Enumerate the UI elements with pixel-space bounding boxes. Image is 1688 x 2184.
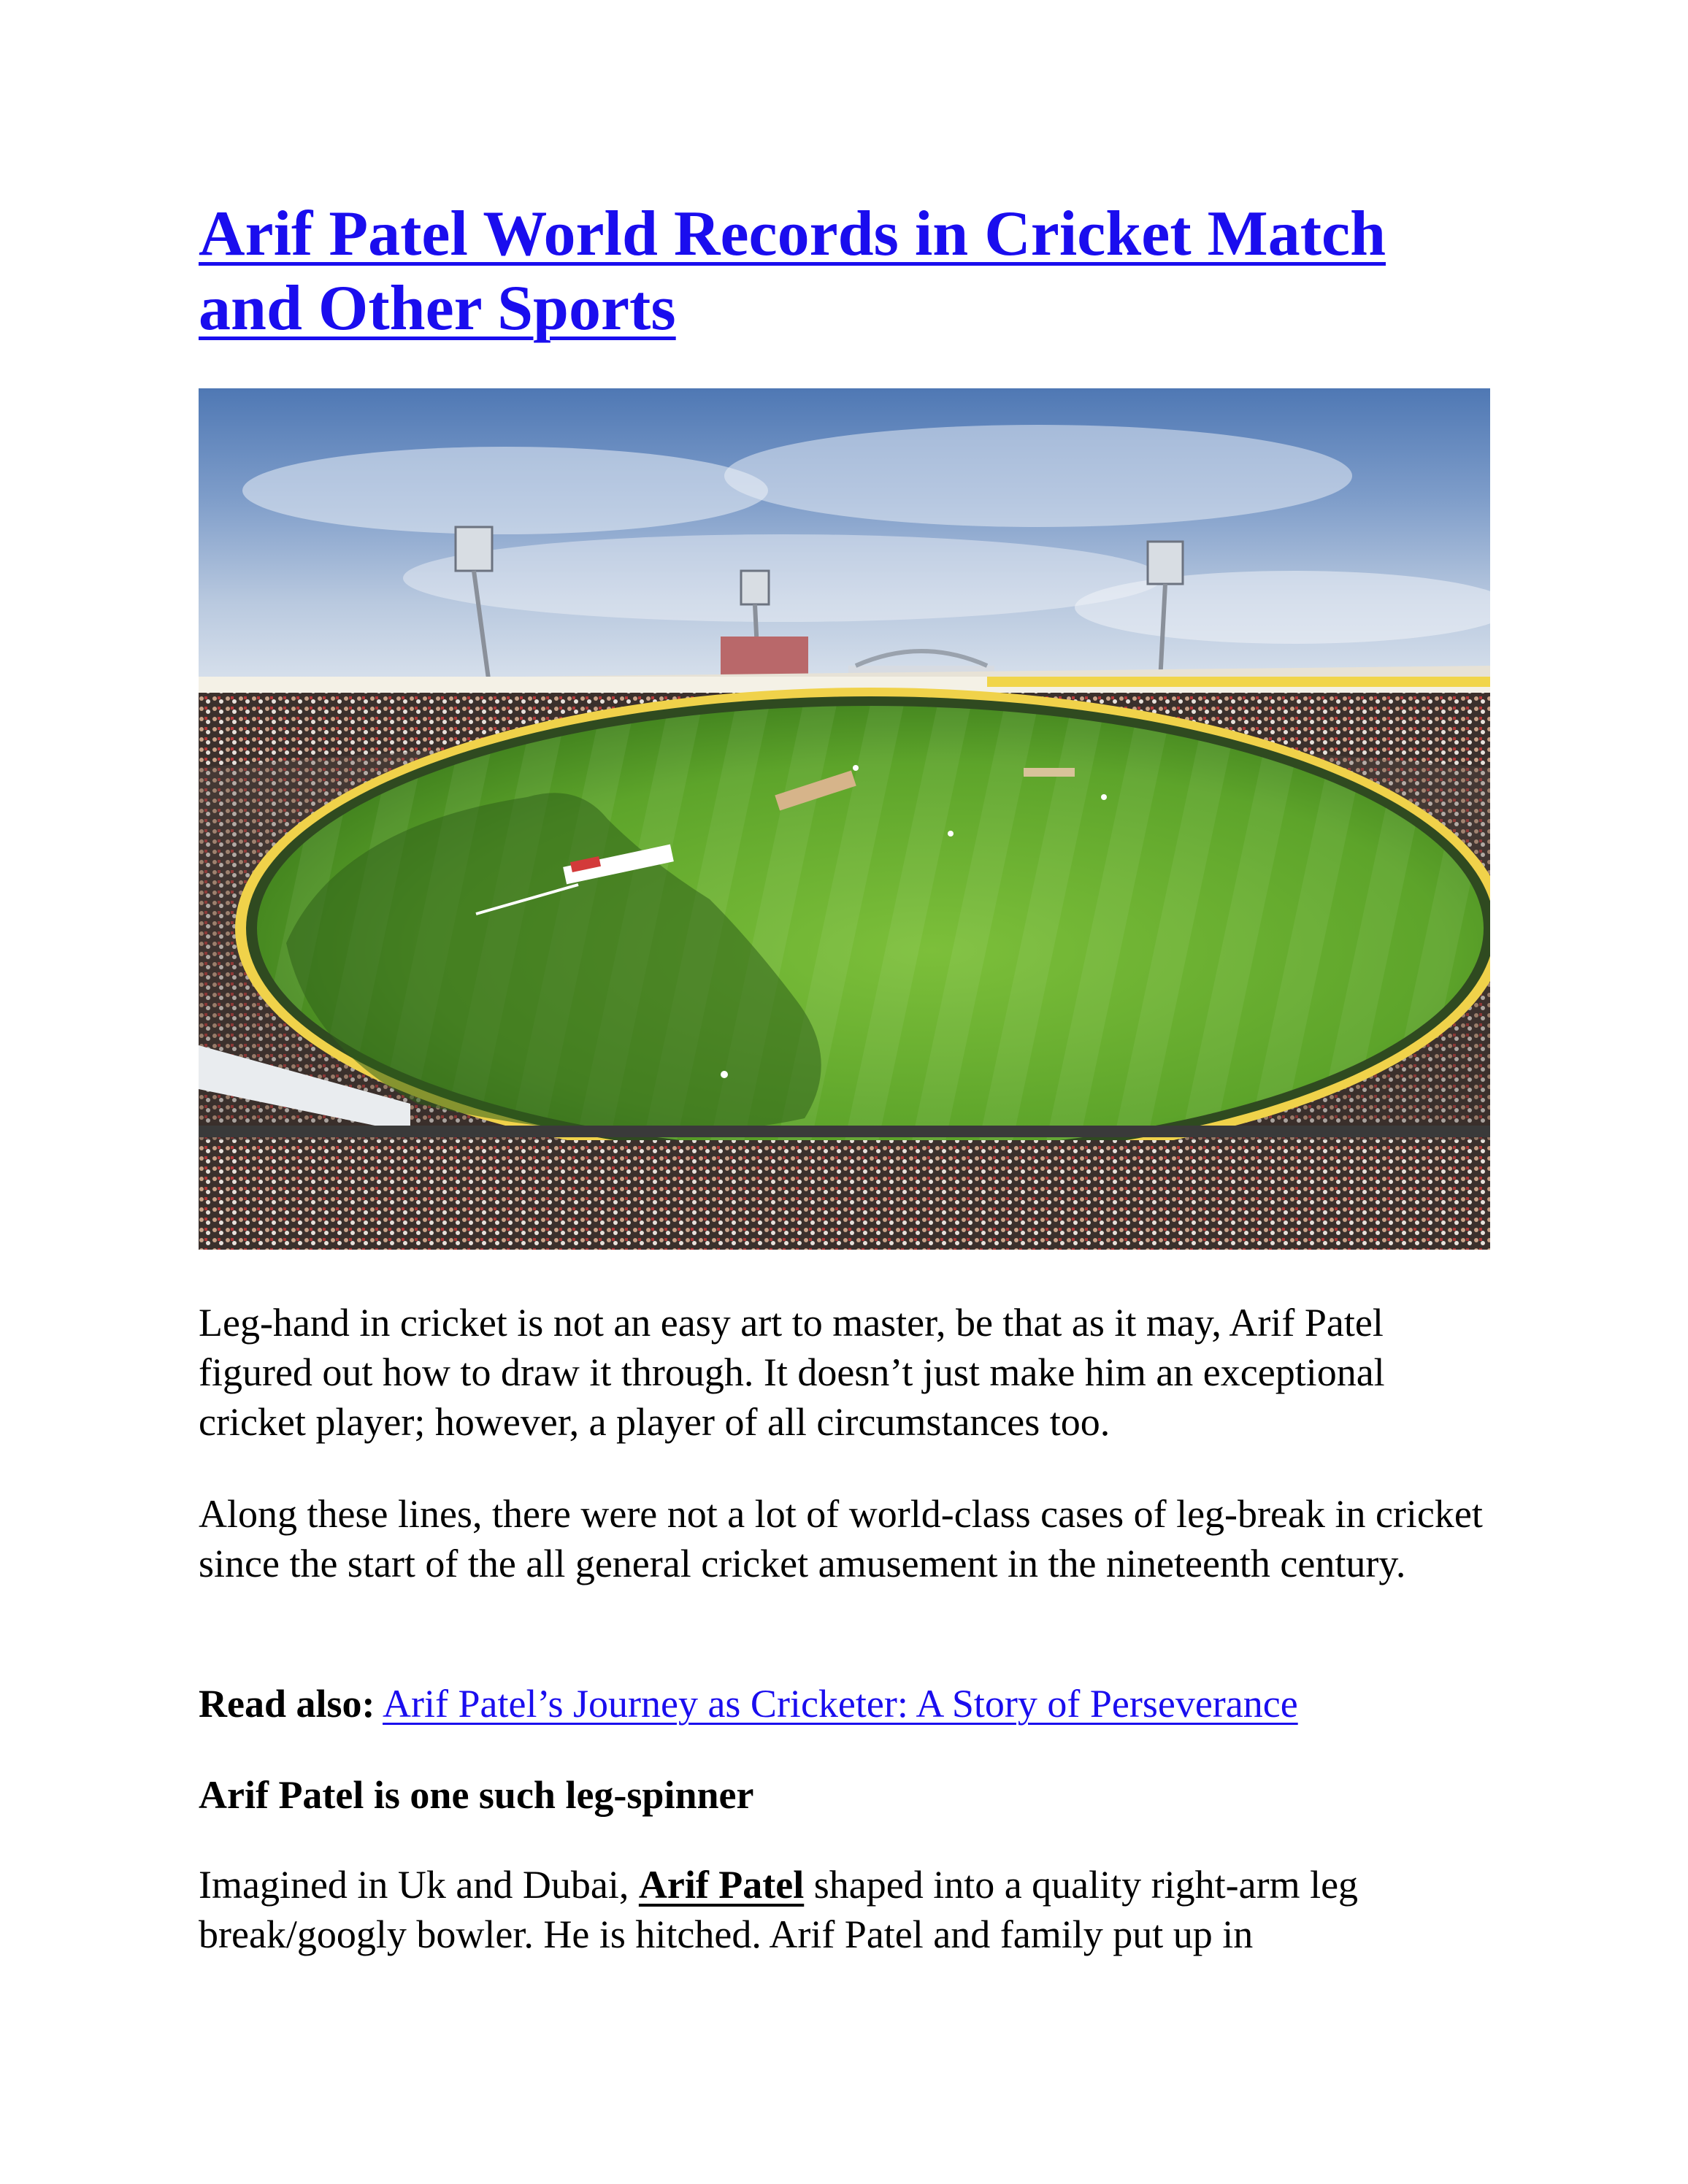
read-also-label: Read also: [199, 1682, 375, 1726]
paragraph-1: Leg-hand in cricket is not an easy art to master, be that as it may, Arif Patel figured out how to draw it through. It doesn’t just make him an exceptional cricket player; however, a player of all circumstances too. [199, 1301, 1385, 1444]
paragraph-2: Along these lines, there were not a lot of world-class cases of leg-break in cricket since the start of the all general cricket amusement in the nineteenth century. [199, 1492, 1483, 1585]
article [199, 197, 1491, 1956]
title-line-2: and Other Sports [199, 273, 676, 344]
paragraph-3-end: shaped into a quality right-arm leg break/googly bowler. He is hitched. Arif Patel and family put up in [199, 1863, 1359, 1956]
read-also-link[interactable]: Arif Patel’s Journey as Cricketer: A Story of Perseverance [383, 1682, 1298, 1726]
read-also [199, 1679, 1491, 1729]
section-subheading: Arif Patel is one such leg-spinner [199, 1773, 754, 1817]
stadium-photo [199, 388, 1490, 1250]
title-link[interactable] [199, 199, 1386, 344]
article-title[interactable] [199, 197, 1491, 346]
paragraph-3 [199, 1860, 1491, 1959]
title-line-1: Arif Patel World Records in Cricket Match [199, 199, 1386, 269]
paragraph-3-start: Imagined in Uk and Dubai, [199, 1863, 639, 1907]
arif-patel-link[interactable]: Arif Patel [638, 1863, 805, 1907]
